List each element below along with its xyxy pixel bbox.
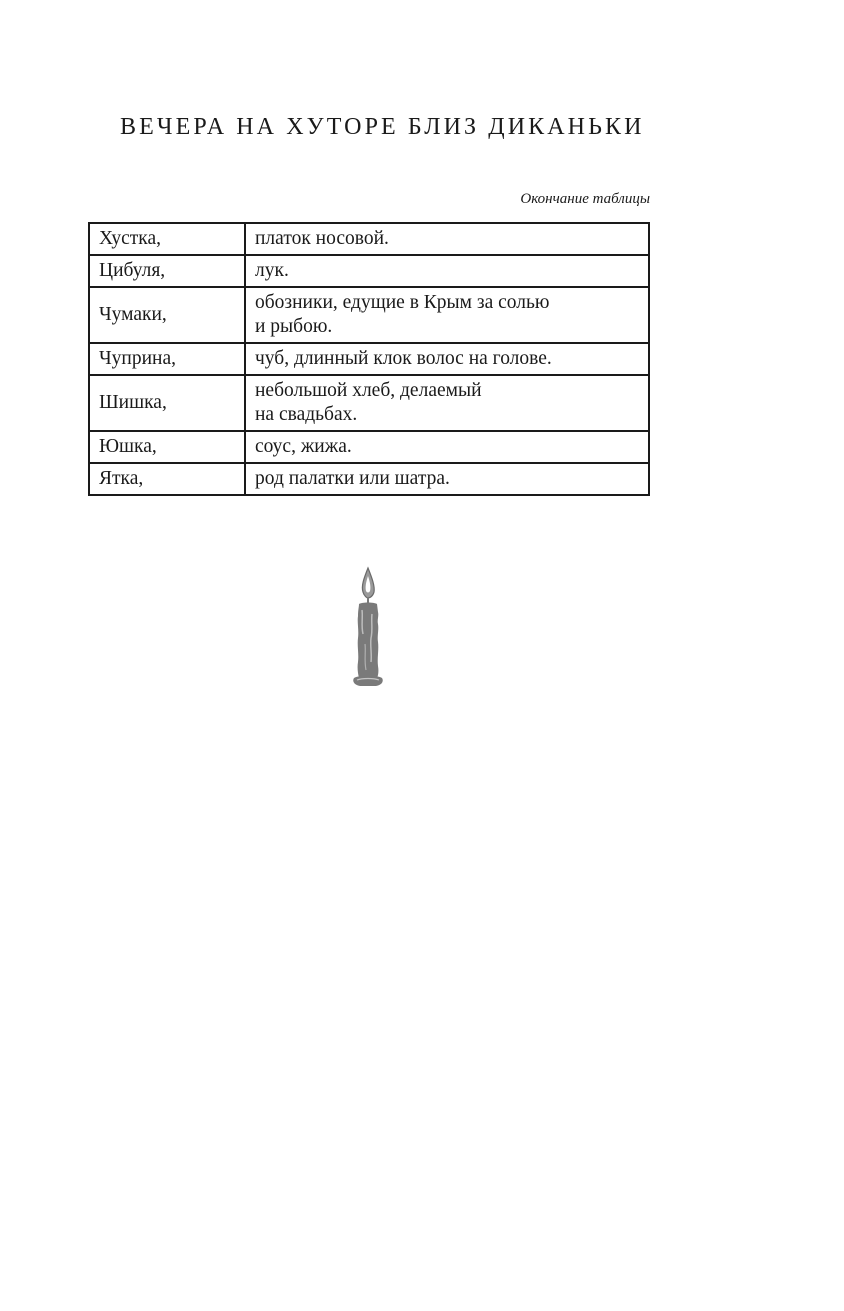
table-row	[89, 343, 649, 375]
table-row	[89, 287, 649, 343]
glossary-term: Юшка,	[89, 431, 245, 463]
glossary-term: Ятка,	[89, 463, 245, 495]
glossary-term: Хустка,	[89, 223, 245, 255]
definition-line: на свадьбах.	[255, 404, 358, 425]
definition-line: и рыбою.	[255, 316, 333, 337]
definition-line: небольшой хлеб, делаемый	[255, 380, 482, 401]
table-caption: Окончание таблицы	[520, 191, 650, 207]
glossary-term: Шишка,	[89, 375, 245, 431]
definition-line: соус, жижа.	[255, 436, 352, 457]
table-row	[89, 255, 649, 287]
table-row	[89, 463, 649, 495]
running-head: ВЕЧЕРА НА ХУТОРЕ БЛИЗ ДИКАНЬКИ	[120, 114, 645, 140]
glossary-definition	[245, 223, 649, 255]
table-row	[89, 223, 649, 255]
definition-line: чуб, длинный клок волос на голове.	[255, 348, 552, 369]
glossary-definition	[245, 431, 649, 463]
glossary-definition	[245, 287, 649, 343]
glossary-definition	[245, 463, 649, 495]
glossary-definition	[245, 375, 649, 431]
definition-line: лук.	[255, 260, 289, 281]
glossary-term: Чуприна,	[89, 343, 245, 375]
table-row	[89, 431, 649, 463]
glossary-definition	[245, 343, 649, 375]
glossary-term: Цибуля,	[89, 255, 245, 287]
glossary-definition	[245, 255, 649, 287]
glossary-term: Чумаки,	[89, 287, 245, 343]
candle-icon	[348, 564, 388, 688]
table-row	[89, 375, 649, 431]
glossary-table	[88, 222, 650, 496]
definition-line: обозники, едущие в Крым за солью	[255, 292, 550, 313]
definition-line: род палатки или шатра.	[255, 468, 450, 489]
definition-line: платок носовой.	[255, 228, 389, 249]
